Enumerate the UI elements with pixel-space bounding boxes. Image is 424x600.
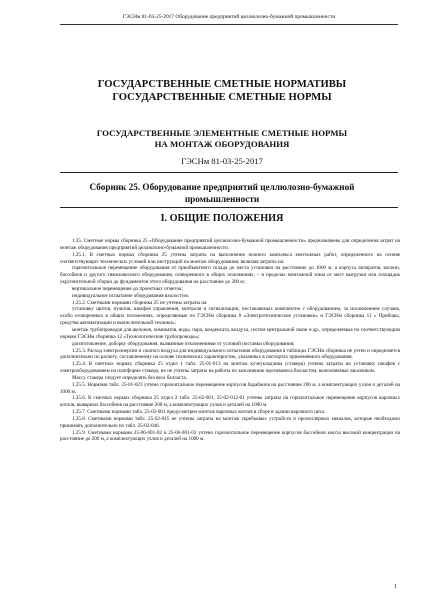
chapter-heading: I. ОБЩИЕ ПОЛОЖЕНИЯ	[160, 213, 284, 224]
document-subtitle	[40, 128, 404, 150]
page-number: 1	[394, 584, 397, 590]
paragraph: 1.25.7. Сметными нормами табл. 25-02-001 предусмотрен монтаж варочных котлов в сборе в здании варочного цеха.	[72, 409, 326, 416]
paragraph: 1.25.4. В сметных нормах сборника 25 отдел 1 табл. 25-01-013 на монтаж кучеукладчика (стакера) учтены затраты на установку шкафов с электрооборудованием на платформе стакера, но не учтены затраты на работы по заполнению противовеса балластом, выполняемые заказчиком.	[60, 361, 400, 375]
subtitle-line-2: НА МОНТАЖ ОБОРУДОВАНИЯ	[154, 139, 290, 149]
header-rule	[60, 24, 398, 25]
paragraph: индивидуальное испытание оборудования вхолостую.	[72, 292, 190, 299]
paragraph: 1.25.2. Сметными нормами сборника 25 не учтены затраты на:	[72, 299, 208, 306]
paragraph: 1.25.5. Нормами табл. 25-01-023 учтено горизонтальное перемещение корпусов барабанов на расстояние 200 м, а комплектующих узлов и деталей на 1000 м.	[60, 381, 400, 395]
paragraph: 1.25.1. В сметных нормах сборника 25 учтены затраты на выполнение полного комплекса монтажных работ, определенного на основе соответствующих технических условий или инструкций на монтаж оборудования, включая затраты на:	[60, 251, 400, 265]
collection-line-1: Сборник 25. Оборудование предприятий целлюлозно-бумажной	[89, 182, 355, 192]
collection-line-2: промышленности	[184, 193, 260, 204]
running-header: ГЭСНм 81-03-25-2017 Оборудование предприятий целлюлозно-бумажной промышленности	[122, 14, 336, 20]
document-title	[40, 78, 404, 104]
paragraph: вертикальное перемещение до проектных отметок;	[72, 285, 183, 292]
subtitle-line-1: ГОСУДАРСТВЕННЫЕ ЭЛЕМЕНТНЫЕ СМЕТНЫЕ НОРМЫ	[96, 128, 348, 138]
section-rule-bottom	[60, 207, 398, 208]
paragraph: доизготовление, доборку оборудования, вызванные отклонениями от условий поставки оборудования;	[72, 340, 295, 347]
paragraph: 1.25.6. В сметных нормах сборника 25 отдел 2 табл. 25-02-001, 25-02-012-01 учтены затраты на горизонтальное перемещение корпусов варочных котлов, выварных бассейнов на расстояние 200 м, а комплектующих узлов и деталей на 1000 м.	[60, 395, 400, 409]
paragraph: горизонтальное перемещение оборудования от приобъектного склада до места установки на расстояние до 1000 м, а корпуса аппаратов, колонн, бассейнов и другого тяжеловесного оборудования, оговоренного в общих положениях, – в пределах монтажной зоны от мест выгрузки или площадок укрупнительной сборки до фундаментов этого оборудования на расстояние до 200 м;	[60, 265, 400, 286]
paragraph: 1.25.8. Сметными нормами табл. 25-02-045 не учтены затраты на монтаж скребковых устройств и пропеллерных мешалок, которые необходимо принимать дополнительно по табл. 25-02-046.	[60, 415, 400, 429]
section-rule-top	[60, 172, 398, 173]
collection-title	[40, 182, 404, 205]
paragraph: установку щитов, пультов, шкафов управления, контроля и сигнализации, поставляемых комплектно с оборудованием, за исключением случаев, особо оговоренных в общих положениях, определяемые по ГЭСНм сборника 8 «Электротехнические установки» и ГЭСНм сборника 11 « Приборы, средства автоматизации и вычислительной техники»;	[60, 306, 400, 327]
title-line-2: ГОСУДАРСТВЕННЫЕ СМЕТНЫЕ НОРМЫ	[112, 92, 332, 103]
paragraph: 1.25.9. Сметными нормами 25-06-001-02 и 25-06-001-03 учтено горизонтальное перемещение корпусов бассейнов массы высокой концентрации на расстояние до 200 м, а комплектующих узлов и деталей на 1000 м.	[60, 429, 400, 443]
paragraph: 1.25.3. Расход электроэнергии и сжатого воздуха для индивидуального испытания оборудования в таблицах ГЭСНм сборника не учтен и определяется дополнительно по расчету, составленному на основе технических характеристик, указанных в паспортах применяемого оборудования.	[60, 347, 400, 361]
paragraph: Массу стакера следует определять без веса балласта.	[72, 374, 188, 381]
body-text	[60, 238, 400, 443]
paragraph: монтаж трубопроводов для щелоков, химикатов, воды, пара, конденсата, воздуха, систем центральной связи и др., определяемые по соответствующим нормам ГЭСНм сборника 12 «Технологические трубопроводы»;	[60, 326, 400, 340]
title-line-1: ГОСУДАРСТВЕННЫЕ СМЕТНЫЕ НОРМАТИВЫ	[97, 79, 347, 90]
document-code: ГЭСНм 81-03-25-2017	[181, 156, 263, 166]
paragraph: 1.25. Сметные нормы сборника 25 «Оборудование предприятий целлюлозно-бумажной промышленности» предназначены для определения затрат на монтаж оборудования предприятий целлюлозно-бумажной промышленности.	[60, 238, 400, 251]
